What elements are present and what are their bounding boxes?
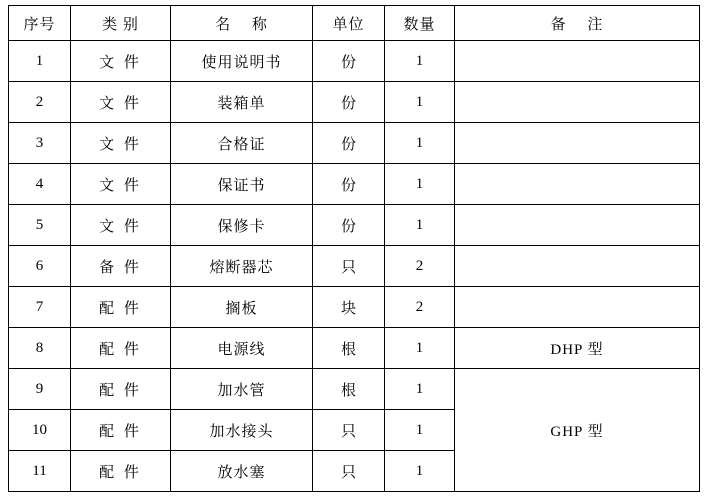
table-row <box>9 82 700 123</box>
cell-unit: 只 <box>313 451 385 492</box>
cell-qty: 2 <box>385 246 455 287</box>
cell-note <box>455 164 700 205</box>
cell-qty: 1 <box>385 369 455 410</box>
cell-category: 配 件 <box>71 410 171 451</box>
cell-no: 9 <box>9 369 71 410</box>
cell-category: 文 件 <box>71 123 171 164</box>
cell-no: 1 <box>9 41 71 82</box>
document-page <box>0 5 707 503</box>
cell-unit: 份 <box>313 41 385 82</box>
cell-name: 熔断器芯 <box>171 246 313 287</box>
cell-qty: 1 <box>385 123 455 164</box>
table-row <box>9 369 700 410</box>
table-row <box>9 246 700 287</box>
cell-name: 加水接头 <box>171 410 313 451</box>
table-row <box>9 328 700 369</box>
cell-unit: 份 <box>313 82 385 123</box>
cell-name: 保修卡 <box>171 205 313 246</box>
cell-category: 配 件 <box>71 287 171 328</box>
cell-no: 11 <box>9 451 71 492</box>
table-row <box>9 123 700 164</box>
cell-category: 文 件 <box>71 82 171 123</box>
table-row <box>9 205 700 246</box>
cell-note <box>455 41 700 82</box>
cell-no: 6 <box>9 246 71 287</box>
cell-name: 使用说明书 <box>171 41 313 82</box>
cell-note <box>455 246 700 287</box>
cell-no: 3 <box>9 123 71 164</box>
table-row <box>9 287 700 328</box>
table-row <box>9 41 700 82</box>
cell-qty: 2 <box>385 287 455 328</box>
cell-note <box>455 82 700 123</box>
cell-name: 电源线 <box>171 328 313 369</box>
cell-qty: 1 <box>385 82 455 123</box>
header-cell-note: 备 注 <box>455 6 700 41</box>
cell-note-dhp: DHP 型 <box>455 328 700 369</box>
cell-no: 5 <box>9 205 71 246</box>
cell-category: 备 件 <box>71 246 171 287</box>
cell-unit: 根 <box>313 328 385 369</box>
cell-no: 8 <box>9 328 71 369</box>
packing-list-table <box>8 5 700 492</box>
cell-no: 7 <box>9 287 71 328</box>
cell-unit: 份 <box>313 164 385 205</box>
header-cell-unit: 单位 <box>313 6 385 41</box>
cell-note <box>455 123 700 164</box>
cell-no: 10 <box>9 410 71 451</box>
cell-note <box>455 205 700 246</box>
cell-name: 放水塞 <box>171 451 313 492</box>
cell-name: 保证书 <box>171 164 313 205</box>
cell-no: 2 <box>9 82 71 123</box>
cell-category: 配 件 <box>71 328 171 369</box>
cell-unit: 只 <box>313 410 385 451</box>
header-cell-category: 类 别 <box>71 6 171 41</box>
cell-category: 文 件 <box>71 41 171 82</box>
cell-qty: 1 <box>385 451 455 492</box>
cell-note <box>455 287 700 328</box>
cell-unit: 根 <box>313 369 385 410</box>
cell-qty: 1 <box>385 41 455 82</box>
cell-category: 文 件 <box>71 164 171 205</box>
table-row <box>9 164 700 205</box>
header-cell-qty: 数量 <box>385 6 455 41</box>
cell-qty: 1 <box>385 205 455 246</box>
cell-qty: 1 <box>385 328 455 369</box>
cell-note: GHP 型 <box>455 369 700 492</box>
cell-qty: 1 <box>385 410 455 451</box>
cell-category: 配 件 <box>71 369 171 410</box>
cell-name: 搁板 <box>171 287 313 328</box>
cell-unit: 块 <box>313 287 385 328</box>
cell-unit: 份 <box>313 205 385 246</box>
cell-qty: 1 <box>385 164 455 205</box>
table-header-row <box>9 6 700 41</box>
cell-name: 合格证 <box>171 123 313 164</box>
cell-no: 4 <box>9 164 71 205</box>
cell-category: 配 件 <box>71 451 171 492</box>
header-cell-no: 序号 <box>9 6 71 41</box>
cell-unit: 份 <box>313 123 385 164</box>
cell-name: 加水管 <box>171 369 313 410</box>
cell-category: 文 件 <box>71 205 171 246</box>
header-cell-name: 名 称 <box>171 6 313 41</box>
cell-unit: 只 <box>313 246 385 287</box>
cell-name: 装箱单 <box>171 82 313 123</box>
